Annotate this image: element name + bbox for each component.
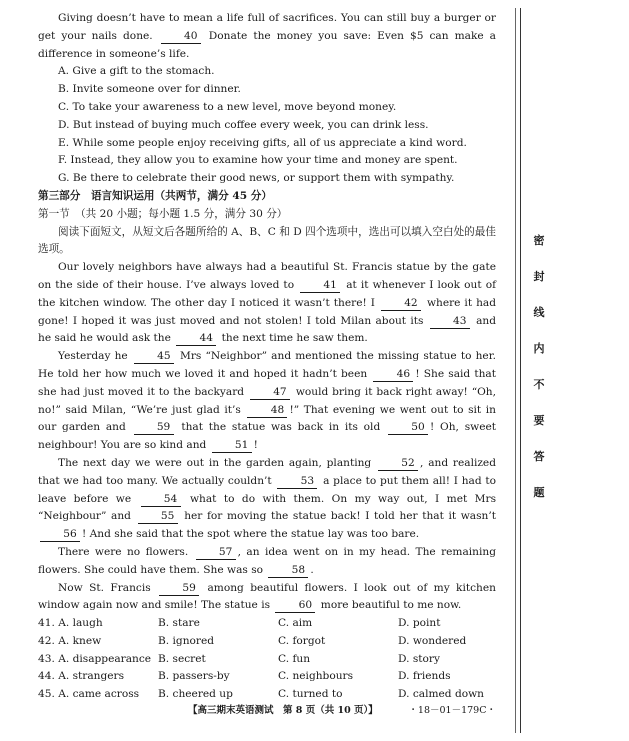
text: ! And she said that the spot where the statue lay was too bare. xyxy=(82,528,420,541)
binding-line-inner xyxy=(515,8,516,733)
choice: D. wondered xyxy=(398,634,467,647)
blank-43: 43 xyxy=(430,315,470,329)
choice: C. turned to xyxy=(278,688,343,701)
choice: D. story xyxy=(398,652,440,665)
margin-char: 内 xyxy=(533,342,545,355)
blank-51: 51 xyxy=(212,439,252,453)
choice: B. passers-by xyxy=(158,670,230,683)
choice: C. forgot xyxy=(278,634,326,647)
choice: D. calmed down xyxy=(398,688,485,701)
text: what to do with them. On my way out, I met Mrs “Neighbour” and xyxy=(38,492,497,523)
binding-margin-text xyxy=(532,232,546,520)
page-content xyxy=(38,10,496,704)
text: Giving doesn’t have to mean a life full of sacrifices. You can still buy a burger or get your nails done. xyxy=(38,12,496,42)
blank-53: 53 xyxy=(277,475,317,489)
choice: D. friends xyxy=(398,670,451,683)
text: where it had gone! I hoped it was just moved and not stolen! I told Milan about its xyxy=(38,296,496,327)
cloze-paragraph-5 xyxy=(38,580,496,616)
text: a place to put them all! I had to leave before we xyxy=(38,474,496,505)
blank-55: 55 xyxy=(138,510,178,524)
text: , an idea went on in my head. The remaining flowers. She could have them. She was so xyxy=(38,545,496,576)
text: Now St. Francis xyxy=(58,581,151,594)
text: The next day we were out in the garden again, planting xyxy=(58,456,372,469)
blank-52: 52 xyxy=(378,457,418,471)
margin-char: 密 xyxy=(533,234,545,247)
blank-47: 47 xyxy=(250,386,290,400)
choice: 41. A. laugh xyxy=(38,617,103,630)
blank-49: 59 xyxy=(134,421,174,435)
text: Donate the money you save: Even $5 can make a difference in someone’s life. xyxy=(38,29,496,60)
blank-54: 54 xyxy=(141,493,181,507)
text: at it whenever I look out of the kitchen window. The other day I noticed it wasn’t there! I xyxy=(38,278,496,309)
choice: 44. A. strangers xyxy=(38,670,125,683)
section1-title: 第一节 （共 20 小题；每小题 1.5 分，满分 30 分） xyxy=(38,207,288,220)
text: !” That evening we went out to sit in our garden and xyxy=(38,403,496,434)
choice: B. cheered up xyxy=(158,688,233,701)
text: Mrs “Neighbor” and mentioned the missing statue to her. He told her how much we loved it and hoped it hadn’t been xyxy=(38,350,496,380)
margin-char: 线 xyxy=(533,306,545,319)
text: ! xyxy=(253,439,258,452)
blank-50: 50 xyxy=(388,421,428,435)
blank-41: 41 xyxy=(300,279,340,293)
blank-56: 56 xyxy=(40,528,80,542)
blank-42: 42 xyxy=(381,297,421,311)
answer-row-44 xyxy=(38,668,496,686)
text: and he said he would ask the xyxy=(38,314,496,345)
text: . xyxy=(310,563,314,576)
text: There were no flowers. xyxy=(58,545,189,558)
blank-60: 60 xyxy=(275,599,315,613)
blank-58: 58 xyxy=(268,564,308,578)
blank-59: 59 xyxy=(159,582,199,596)
text: her for moving the statue back! I told her that it wasn’t xyxy=(184,510,497,523)
choice: C. aim xyxy=(278,617,313,630)
blank-40: 40 xyxy=(161,30,201,44)
footer-code: ・18－01－179C・ xyxy=(408,705,496,716)
text: ! She said that she had just moved it to the backyard xyxy=(38,367,497,398)
choice: C. fun xyxy=(278,652,311,665)
blank-57: 57 xyxy=(196,546,236,560)
text: , and realized that we had too many. We actually couldn’t xyxy=(38,456,496,487)
blank-45: 45 xyxy=(134,350,174,364)
blank-44: 44 xyxy=(176,332,216,346)
option-d: D. But instead of buying much coffee every week, you can drink less. xyxy=(58,118,429,131)
choice: B. stare xyxy=(158,617,200,630)
cloze-paragraph-2 xyxy=(38,348,496,455)
text: would bring it back right away! “Oh, no!” said Milan, “We’re just glad it’s xyxy=(38,385,496,416)
blank-46: 46 xyxy=(373,368,413,382)
choice: 45. A. came across xyxy=(38,688,140,701)
footer-page-info: 【高三期末英语测试 第 8 页（共 10 页）】 xyxy=(188,705,378,716)
option-b: B. Invite someone over for dinner. xyxy=(58,83,241,96)
intro-paragraph xyxy=(38,10,496,63)
answer-row-43 xyxy=(38,651,496,669)
margin-char: 封 xyxy=(533,270,545,283)
choice: D. point xyxy=(398,617,441,630)
margin-char: 要 xyxy=(533,414,545,427)
option-e: E. While some people enjoy receiving gifts, all of us appreciate a kind word. xyxy=(58,136,467,149)
option-f: F. Instead, they allow you to examine how your time and money are spent. xyxy=(58,154,458,167)
choice: 43. A. disappearance xyxy=(38,652,152,665)
text: Yesterday he xyxy=(58,350,128,363)
text: Our lovely neighbors have always had a beautiful St. Francis statue by the gate on the side of their house. I’ve always loved to xyxy=(38,261,496,291)
margin-char: 不 xyxy=(533,378,545,391)
instructions: 阅读下面短文，从短文后各题所给的 A、B、C 和 D 四个选项中，选出可以填入空白处的最佳选项。 xyxy=(38,225,496,256)
option-c: C. To take your awareness to a new level, move beyond money. xyxy=(58,100,397,113)
choice: C. neighbours xyxy=(278,670,354,683)
option-g: G. Be there to celebrate their good news, or support them with sympathy. xyxy=(58,172,455,185)
text: ! Oh, sweet neighbour! You are so kind and xyxy=(38,421,496,452)
answer-row-41 xyxy=(38,615,496,633)
choice: B. secret xyxy=(158,652,206,665)
cloze-paragraph-3 xyxy=(38,455,496,544)
part3-title: 第三部分 语言知识运用（共两节，满分 45 分） xyxy=(38,189,272,202)
blank-48: 48 xyxy=(247,404,287,418)
answer-options xyxy=(38,615,496,704)
choice: B. ignored xyxy=(158,634,215,647)
cloze-paragraph-1 xyxy=(38,259,496,348)
answer-row-42 xyxy=(38,633,496,651)
text: that the statue was back in its old xyxy=(181,421,381,434)
margin-char: 答 xyxy=(533,450,545,463)
choice: 42. A. knew xyxy=(38,634,102,647)
cloze-paragraph-4 xyxy=(38,544,496,580)
text: among beautiful flowers. I look out of my kitchen window again now and smile! The statue is xyxy=(38,581,496,612)
margin-char: 题 xyxy=(533,486,545,499)
binding-line xyxy=(520,8,521,733)
text: the next time he saw them. xyxy=(221,332,368,345)
text: more beautiful to me now. xyxy=(320,599,462,612)
option-a: A. Give a gift to the stomach. xyxy=(58,65,215,78)
